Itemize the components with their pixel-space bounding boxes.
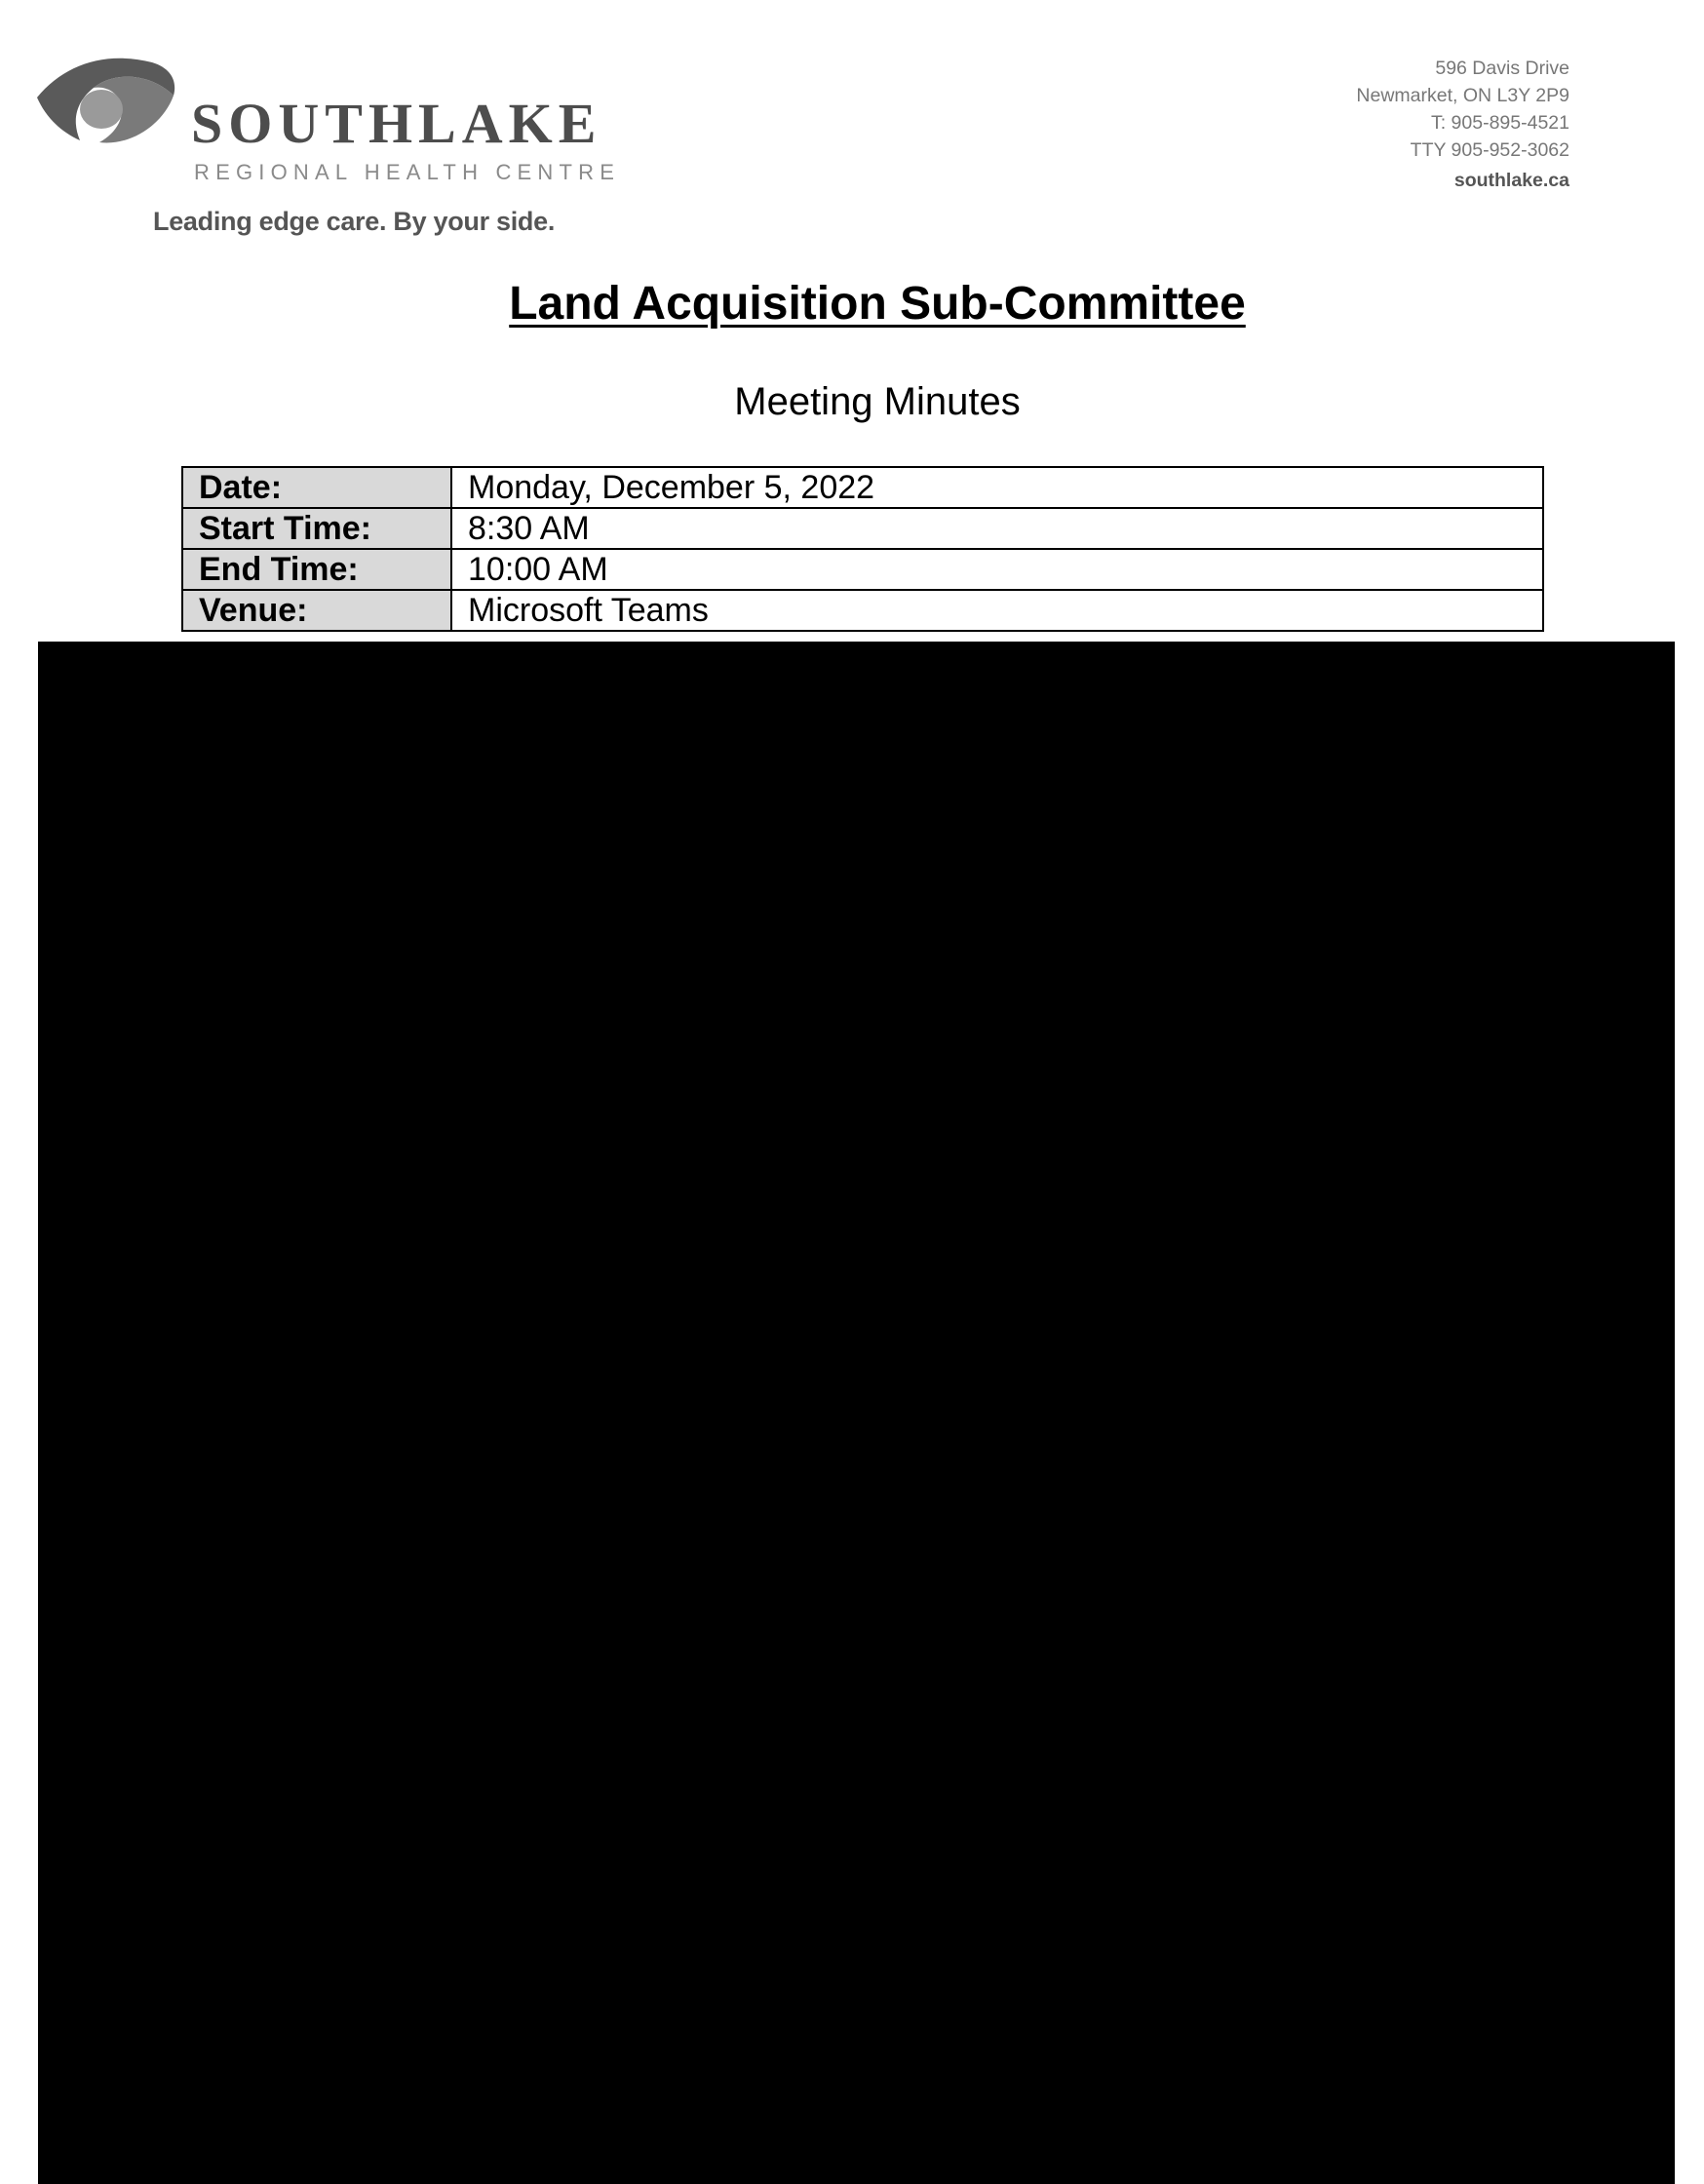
- meeting-row-date: [182, 467, 1543, 508]
- address-street: 596 Davis Drive: [1435, 58, 1569, 79]
- address-phone: T: 905-895-4521: [1430, 112, 1569, 134]
- meeting-row-venue: [182, 590, 1543, 631]
- meeting-value: 8:30 AM: [451, 508, 1543, 549]
- address-website[interactable]: southlake.ca: [1453, 170, 1569, 191]
- logo-subtitle: REGIONAL HEALTH CENTRE: [194, 160, 621, 184]
- logo-name: SOUTHLAKE: [191, 92, 602, 155]
- address-block: [1356, 55, 1569, 194]
- logo-tagline: Leading edge care. By your side.: [153, 207, 556, 236]
- meeting-label: End Time:: [182, 549, 451, 590]
- meeting-row-end-time: [182, 549, 1543, 590]
- letterhead-logo: [35, 49, 621, 236]
- meeting-row-start-time: [182, 508, 1543, 549]
- meeting-value: 10:00 AM: [451, 549, 1543, 590]
- meeting-info-table: [181, 466, 1544, 632]
- redaction-block: [38, 642, 1675, 2184]
- address-tty: TTY 905-952-3062: [1410, 139, 1569, 161]
- meeting-label: Date:: [182, 467, 451, 508]
- meeting-label: Venue:: [182, 590, 451, 631]
- meeting-label: Start Time:: [182, 508, 451, 549]
- meeting-value: Monday, December 5, 2022: [451, 467, 1543, 508]
- address-city: Newmarket, ON L3Y 2P9: [1356, 85, 1569, 106]
- eye-logo-icon: [35, 53, 179, 146]
- meeting-value: Microsoft Teams: [451, 590, 1543, 631]
- document-subtitle: Meeting Minutes: [734, 380, 1021, 423]
- document-title: Land Acquisition Sub-Committee: [509, 278, 1246, 330]
